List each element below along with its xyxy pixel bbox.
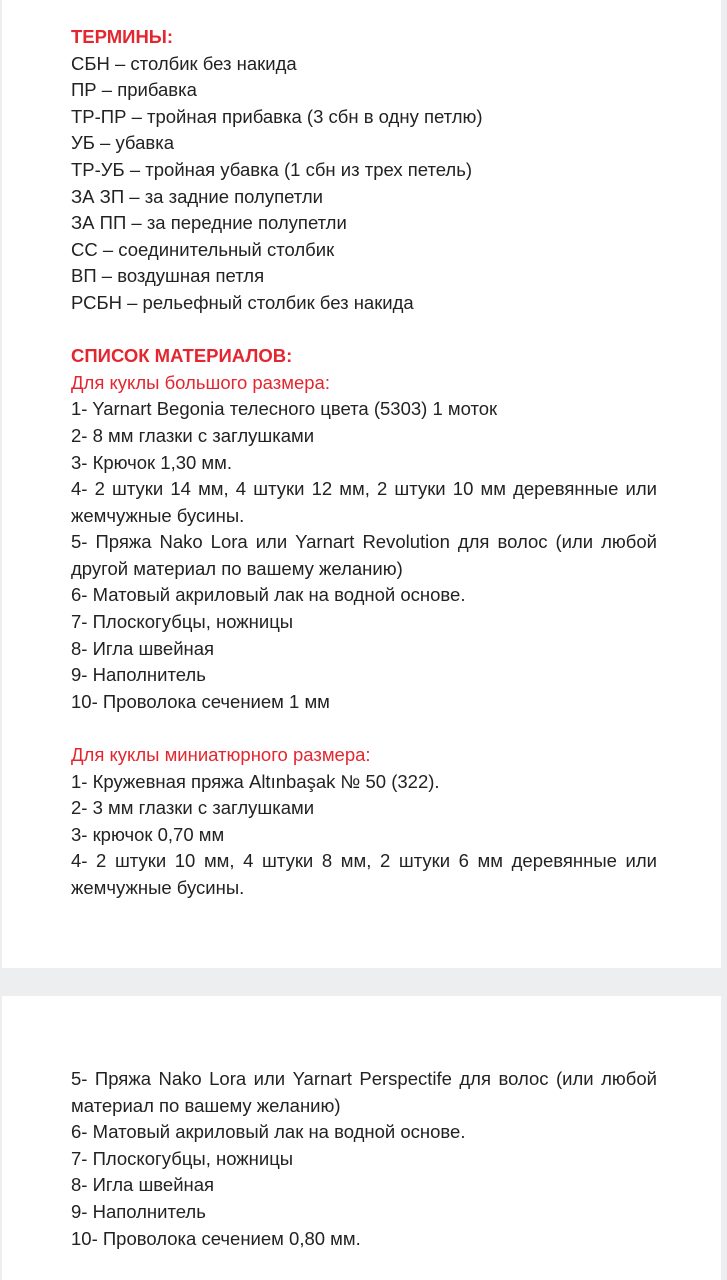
term-item: ВП – воздушная петля [71, 265, 265, 287]
large-doll-materials-list [71, 396, 657, 715]
material-item: 4- 2 штуки 14 мм, 4 штуки 12 мм, 2 штуки 10 мм деревянные или жемчужные бусины. [71, 478, 657, 526]
mini-doll-materials-list-continued [71, 1066, 657, 1252]
material-item: 6- Матовый акриловый лак на водной основе. [71, 1121, 466, 1143]
material-item: 10- Проволока сечением 1 мм [71, 690, 330, 712]
page-2-content [71, 1066, 657, 1252]
mini-doll-materials-list [71, 769, 657, 902]
term-item: УБ – убавка [71, 132, 174, 154]
material-item: 4- 2 штуки 10 мм, 4 штуки 8 мм, 2 штуки 6 мм деревянные или жемчужные бусины. [71, 850, 657, 898]
material-item: 1- Кружевная пряжа Altınbaşak № 50 (322). [71, 770, 440, 792]
material-item: 8- Игла швейная [71, 637, 215, 659]
document-page-2 [2, 996, 721, 1280]
term-item: ТР-ПР – тройная прибавка (3 сбн в одну петлю) [71, 105, 483, 127]
spacer [71, 317, 657, 344]
materials-heading: СПИСОК МАТЕРИАЛОВ: [71, 345, 293, 367]
material-item: 1- Yarnart Begonia телесного цвета (5303) 1 моток [71, 398, 498, 420]
material-item: 9- Наполнитель [71, 664, 206, 686]
document-page-1 [2, 0, 721, 968]
term-item: СБН – столбик без накида [71, 52, 297, 74]
material-item: 7- Плоскогубцы, ножницы [71, 1147, 294, 1169]
term-item: ПР – прибавка [71, 79, 197, 101]
material-item: 2- 8 мм глазки с заглушками [71, 424, 315, 446]
term-item: СС – соединительный столбик [71, 238, 335, 260]
large-doll-heading: Для куклы большого размера: [71, 371, 330, 393]
page-1-content [71, 24, 657, 902]
terms-list [71, 51, 657, 317]
term-item: ЗА ЗП – за задние полупетли [71, 185, 323, 207]
term-item: ЗА ПП – за передние полупетли [71, 212, 347, 234]
material-item: 3- крючок 0,70 мм [71, 823, 225, 845]
material-item: 7- Плоскогубцы, ножницы [71, 611, 294, 633]
material-item: 10- Проволока сечением 0,80 мм. [71, 1227, 361, 1249]
material-item: 5- Пряжа Nako Lora или Yarnart Revolution для волос (или любой другой материал по вашему желанию) [71, 531, 657, 579]
term-item: РСБН – рельефный столбик без накида [71, 291, 414, 313]
spacer [71, 715, 657, 742]
material-item: 8- Игла швейная [71, 1174, 215, 1196]
material-item: 5- Пряжа Nako Lora или Yarnart Perspectife для волос (или любой материал по вашему желанию) [71, 1068, 657, 1116]
material-item: 6- Матовый акриловый лак на водной основе. [71, 584, 466, 606]
terms-heading: ТЕРМИНЫ: [71, 26, 174, 47]
mini-doll-heading: Для куклы миниатюрного размера: [71, 744, 371, 766]
material-item: 9- Наполнитель [71, 1200, 206, 1222]
material-item: 3- Крючок 1,30 мм. [71, 451, 233, 473]
material-item: 2- 3 мм глазки с заглушками [71, 797, 315, 819]
term-item: ТР-УБ – тройная убавка (1 сбн из трех петель) [71, 158, 472, 180]
